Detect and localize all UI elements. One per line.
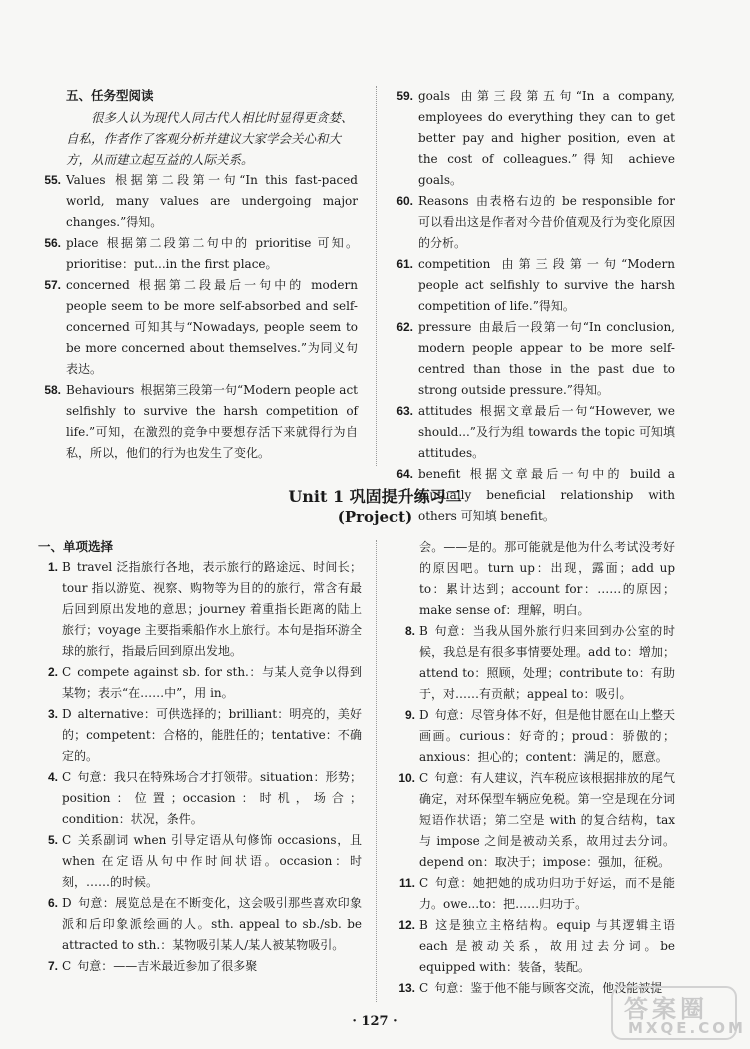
answer-item	[385, 705, 675, 768]
answer-item	[33, 233, 358, 275]
item-explanation: 根据文章最后一句中的 build a mutually beneficial relationship with others 可知填 benefit。	[418, 467, 675, 523]
section5-items-right	[385, 86, 675, 527]
item-number: 7.	[47, 959, 58, 973]
item-answer: B	[62, 560, 71, 574]
item-explanation: 由表格右边的 be responsible for 可以看出这是作者对今昔价值观及行为变化原因的分析。	[418, 194, 675, 250]
item-explanation: 句意：展览总是在不断变化，这会吸引那些喜欢印象派和后印象派绘画的人。sth. appeal to sb./sb. be attracted to sth.：某物吸引某人/某人被某物吸引。	[62, 896, 362, 952]
answer-item	[28, 557, 362, 662]
answer-item	[385, 915, 675, 978]
answer-item	[33, 380, 358, 464]
item-number: 6.	[47, 896, 58, 910]
column-divider-top	[376, 86, 377, 466]
item-answer: benefit	[418, 467, 461, 481]
answer-item	[385, 768, 675, 873]
answer-item	[385, 621, 675, 705]
section1-right-column	[385, 537, 675, 999]
answer-item	[33, 275, 358, 380]
item-answer: place	[66, 236, 99, 250]
item-number: 3.	[47, 707, 58, 721]
item-answer: C	[419, 876, 429, 890]
item-answer: competition	[418, 257, 491, 271]
item-answer: D	[62, 896, 72, 910]
item-answer: concerned	[66, 278, 130, 292]
answer-item	[28, 767, 362, 830]
item-explanation: 由第三段第五句“In a company, employees do everything they can to get better pay and higher position, even at the cost of colleagues.”得知 achieve goals。	[418, 89, 675, 187]
item-number: 57.	[44, 278, 61, 292]
item-answer: goals	[418, 89, 451, 103]
unit-subtitle: (Project)	[337, 508, 413, 526]
answer-item	[385, 254, 675, 317]
item-answer: Behaviours	[66, 383, 135, 397]
item-explanation: 根据第二段第一句“In this fast-paced world, many values are undergoing major changes.”得知。	[66, 173, 358, 229]
section5-right-column	[385, 86, 675, 527]
item-explanation: 根据第二段最后一句中的 modern people seem to be more self-absorbed and self-concerned 可知其与“Nowadays, people seem to be more concerned about themselves.”为同义句表达。	[66, 278, 358, 376]
item-answer: B	[419, 918, 428, 932]
item-explanation: 句意：她把她的成功归功于好运，而不是能力。owe...to：把……归功于。	[419, 876, 675, 911]
item-answer: C	[62, 665, 72, 679]
answer-item	[28, 830, 362, 893]
item-number: 5.	[47, 833, 58, 847]
item-explanation: 由第三段第一句“Modern people act selfishly to survive the harsh competition of life.”得知。	[418, 257, 675, 313]
section5-intro: 很多人认为现代人同古代人相比时显得更贪婪、自私，作者作了客观分析并建议大家学会关心和大方，从而建立起互益的人际关系。	[66, 110, 354, 167]
item-explanation: 句意：我只在特殊场合才打领带。situation：形势；position：位置；occasion：时机，场合；condition：状况，条件。	[62, 770, 362, 826]
section5-items-left	[33, 170, 358, 464]
item-explanation: travel 泛指旅行各地，表示旅行的路途远、时间长；tour 指以游览、视察、购物等为目的的旅行，常含有最后回到原出发地的意思；journey 着重指长距离的陆上旅行；voyage 主要指乘船作水上旅行。本句是指环游全球的旅行，指最后回到原出发地。	[62, 560, 362, 658]
item-explanation: 根据第三段第一句“Modern people act selfishly to survive the harsh competition of life.”可知，在激烈的竞争中要想存活下来就得行为自私，所以，他们的行为也发生了变化。	[66, 383, 358, 460]
answer-item	[385, 873, 675, 915]
item-explanation: 由最后一段第一句“In conclusion, modern people appear to be more self-centred than those in the past due to strong outside pressure.”得知。	[418, 320, 675, 397]
item-answer: C	[419, 771, 429, 785]
item-explanation: compete against sb. for sth.：与某人竞争以得到某物；表示“在……中”，用 in。	[62, 665, 362, 700]
item-answer: B	[419, 624, 428, 638]
section5-left-column	[44, 86, 358, 464]
section5-title: 五、任务型阅读	[66, 88, 154, 103]
answer-item	[28, 893, 362, 956]
item-number: 2.	[47, 665, 58, 679]
item-explanation: 句意：当我从国外旅行归来回到办公室的时候，我总是有很多事情要处理。add to：增加；attend to：照顾，处理；contribute to：有助于，对……有贡献；appeal to：吸引。	[419, 624, 675, 701]
item-number: 62.	[396, 320, 413, 334]
item-number: 13.	[398, 981, 415, 995]
item-answer: Values	[66, 173, 106, 187]
watermark-line2: MXQE.COM	[628, 1019, 746, 1037]
item-answer: pressure	[418, 320, 472, 334]
item-number: 60.	[396, 194, 413, 208]
item-number: 61.	[396, 257, 413, 271]
item-7-continuation: 会。——是的。那可能就是他为什么考试没考好的原因吧。turn up：出现，露面；add up to：累计达到；account for：……的原因；make sense of：理解，明白。	[419, 540, 675, 617]
column-divider-bottom	[376, 540, 377, 1002]
answer-item	[28, 662, 362, 704]
item-explanation: 关系副词 when 引导定语从句修饰 occasions，且 when 在定语从句中作时间状语。occasion：时刻，……的时候。	[62, 833, 362, 889]
item-explanation: 句意：尽管身体不好，但是他甘愿在山上整天画画。curious：好奇的；proud：骄傲的；anxious：担心的；content：满足的，愿意。	[419, 708, 675, 764]
item-number: 58.	[44, 383, 61, 397]
section1-items-left	[28, 557, 362, 977]
answer-item	[385, 86, 675, 191]
item-number: 59.	[396, 89, 413, 103]
unit-title: Unit 1 巩固提升练习二	[288, 487, 462, 506]
section1-left-column	[28, 537, 362, 977]
item-answer: D	[62, 707, 72, 721]
answer-item	[385, 401, 675, 464]
item-answer: Reasons	[418, 194, 469, 208]
item-explanation: 句意：——吉米最近参加了很多聚	[77, 959, 258, 973]
item-number: 55.	[44, 173, 61, 187]
answer-item	[28, 956, 362, 977]
item-number: 56.	[44, 236, 61, 250]
item-number: 1.	[47, 560, 58, 574]
item-answer: D	[419, 708, 429, 722]
watermark-line1: 答案圈	[624, 995, 708, 1023]
item-number: 4.	[47, 770, 58, 784]
item-answer: C	[62, 959, 72, 973]
answer-item	[385, 191, 675, 254]
item-number: 64.	[396, 467, 413, 481]
answer-item	[385, 317, 675, 401]
item-explanation: 句意：鉴于他不能与顾客交流，他没能被提	[434, 981, 663, 995]
item-number: 12.	[398, 918, 415, 932]
watermark-logo	[610, 983, 746, 1043]
page-number: · 127 ·	[352, 1014, 398, 1029]
item-number: 11.	[398, 876, 415, 890]
item-explanation: alternative：可供选择的；brilliant：明亮的，美好的；competent：合格的，能胜任的；tentative：不确定的。	[62, 707, 362, 763]
item-explanation: 这是独立主格结构。equip 与其逻辑主语 each 是被动关系，故用过去分词。be equipped with：装备，装配。	[419, 918, 675, 974]
item-explanation: 句意：有人建议，汽车税应该根据排放的尾气确定，对环保型车辆应免税。第一空是现在分词短语作状语；第二空是 with 的复合结构，tax 与 impose 之间是被动关系，故用过去分词。depend on：取决于；impose：强加，征税。	[419, 771, 675, 869]
item-number: 63.	[396, 404, 413, 418]
item-answer: C	[419, 981, 429, 995]
item-number: 9.	[404, 708, 415, 722]
answer-item	[33, 170, 358, 233]
section1-items-right	[385, 621, 675, 999]
item-number: 10.	[398, 771, 415, 785]
item-answer: C	[62, 833, 72, 847]
item-explanation: 根据第二段第二句中的 prioritise 可知。prioritise：put...in the first place。	[66, 236, 358, 271]
item-explanation: 根据文章最后一句“However, we should...”及行为组 towards the topic 可知填 attitudes。	[418, 404, 675, 460]
item-answer: C	[62, 770, 72, 784]
section1-title: 一、单项选择	[38, 539, 114, 554]
item-answer: attitudes	[418, 404, 473, 418]
answer-item	[28, 704, 362, 767]
item-number: 8.	[404, 624, 415, 638]
